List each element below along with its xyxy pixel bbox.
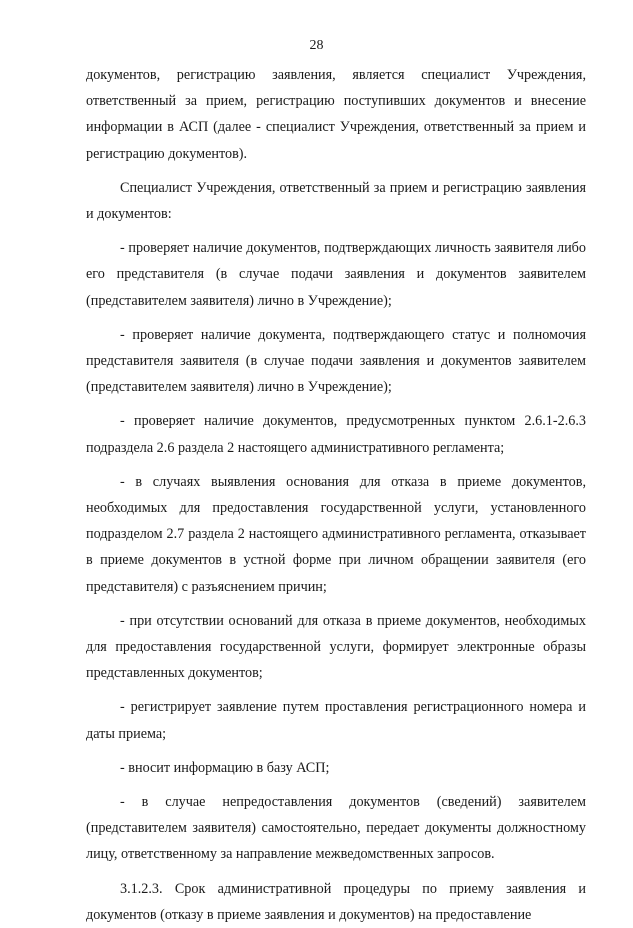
paragraph: 3.1.2.3. Срок административной процедуры по приему заявления и документов (отказу в приеме заявления и документов) на предоставление xyxy=(86,880,586,923)
paragraph: - проверяет наличие документов, подтверждающих личность заявителя либо его представителя (в случае подачи заявления и документов заявителем (представителем заявителя) лично в Учреждение); xyxy=(86,240,586,309)
paragraph: - проверяет наличие документов, предусмотренных пунктом 2.6.1-2.6.3 подраздела 2.6 раздела 2 настоящего административного регламента; xyxy=(86,413,586,456)
paragraph: Специалист Учреждения, ответственный за прием и регистрацию заявления и документов: xyxy=(86,179,586,223)
document-body xyxy=(86,62,586,928)
paragraph: - при отсутствии оснований для отказа в приеме документов, необходимых для предоставления государственной услуги, формирует электронные образы представленных документов; xyxy=(86,612,586,682)
page-number: 28 xyxy=(309,38,324,53)
paragraph: - в случаях выявления основания для отказа в приеме документов, необходимых для предоставления государственной услуги, установленного подразделом 2.7 раздела 2 настоящего административного регламента, отказывает в приеме документов в устной форме при личном обращении заявителя (его представителя) с разъяснением причин; xyxy=(86,473,586,595)
paragraph: - вносит информацию в базу АСП; xyxy=(120,759,330,776)
paragraph: - регистрирует заявление путем проставления регистрационного номера и даты приема; xyxy=(86,699,586,742)
paragraph: - в случае непредоставления документов (сведений) заявителем (представителем заявителя) самостоятельно, передает документы должностному лицу, ответственному за направление межведомственных запросов. xyxy=(86,794,586,863)
paragraph: - проверяет наличие документа, подтверждающего статус и полномочия представителя заявителя (в случае подачи заявления и документов заявителем (представителем заявителя) лично в Учреждение); xyxy=(86,326,586,396)
paragraph: документов, регистрацию заявления, является специалист Учреждения, ответственный за прием, регистрацию поступивших документов и внесение информации в АСП (далее - специалист Учреждения, ответственный за прием и регистрацию документов). xyxy=(86,67,586,162)
